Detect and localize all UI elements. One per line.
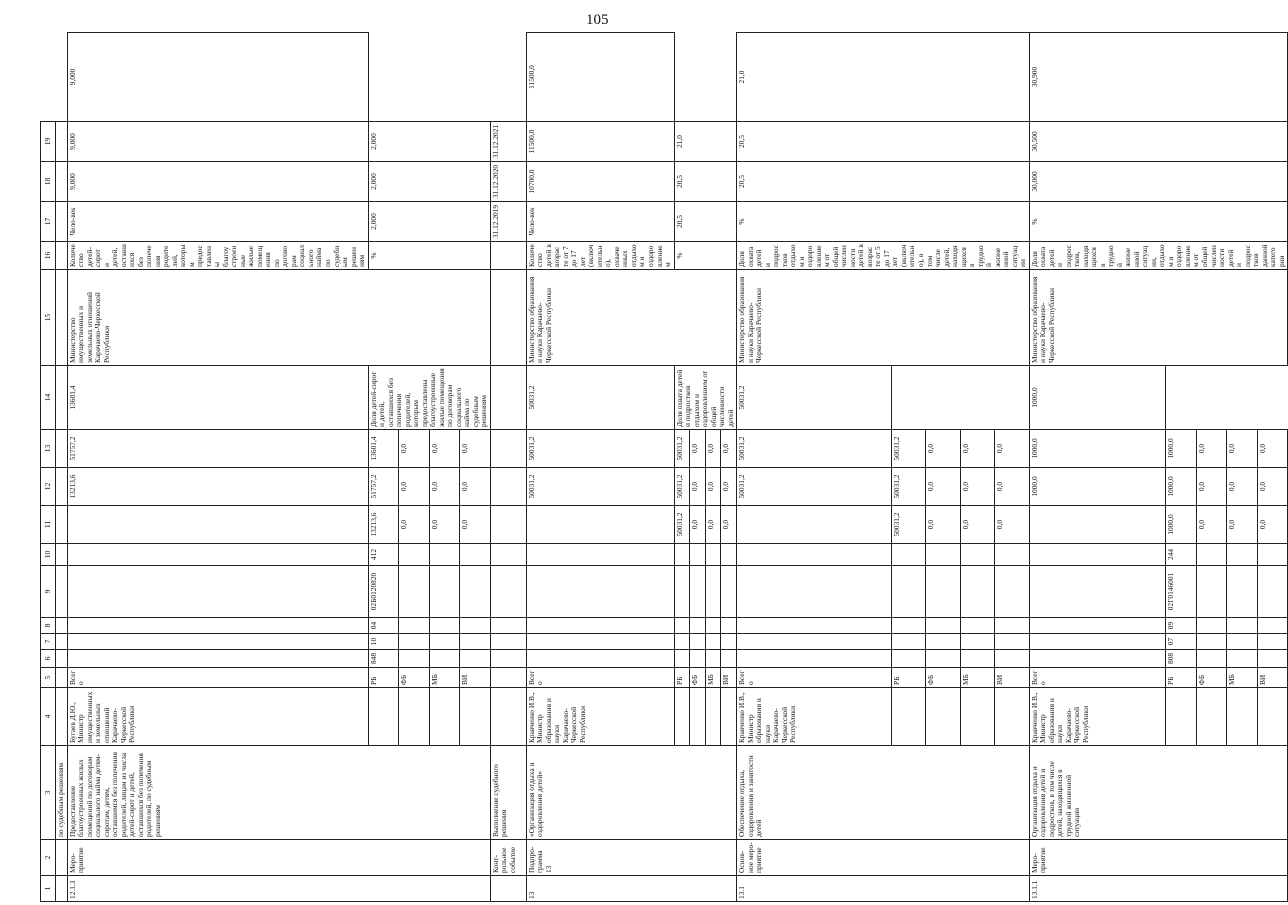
- col-number: 12: [41, 468, 56, 506]
- funding-source: РБ: [368, 668, 399, 688]
- date-2019: 31.12.2019: [490, 202, 526, 242]
- funding-source: МБ: [960, 668, 995, 688]
- indicator-2: Доля охвата детей и подростков отдыхом и оздоровлением от общей численности детей: [674, 366, 737, 430]
- value-2019-b: 20,5: [674, 202, 737, 242]
- amount-2019: 0,0: [460, 506, 491, 544]
- total-value: [1029, 544, 1165, 566]
- amount-2019: 0,0: [1196, 506, 1227, 544]
- code-vr: [399, 544, 430, 566]
- code-rz: [960, 634, 995, 650]
- code-pr: [690, 618, 706, 634]
- unit-2: %: [368, 242, 490, 270]
- code-vr: [926, 544, 961, 566]
- code-rz: [690, 634, 706, 650]
- empty-cell: [995, 688, 1030, 746]
- indicator: Количество детей в возрасте от 7 до 17 лет (включительно), охваченных отдыхом и оздоровлением: [526, 242, 674, 270]
- total-value: [1029, 618, 1165, 634]
- row-type: Конт-рольное событие: [490, 840, 526, 876]
- program-row: [1029, 33, 1165, 902]
- col-number: 7: [41, 634, 56, 650]
- col-number: 8: [41, 618, 56, 634]
- amount-2020: 0,0: [960, 468, 995, 506]
- col-number: 11: [41, 506, 56, 544]
- unit: %: [1029, 202, 1287, 242]
- col-number: 15: [41, 270, 56, 366]
- code-vr: [995, 544, 1030, 566]
- empty-cell: [1166, 688, 1197, 746]
- row-number: 13.1.1: [1029, 876, 1287, 902]
- value-2020-b: 2,000: [368, 162, 490, 202]
- amount-2021: 0,0: [995, 430, 1030, 468]
- total-value: [526, 566, 674, 618]
- total-value: 50031,2: [526, 468, 674, 506]
- amount-2020: 50031,2: [674, 468, 690, 506]
- total-value: [737, 566, 891, 618]
- total-value: 50031,2: [526, 430, 674, 468]
- amount-2020: 0,0: [1257, 468, 1288, 506]
- total-value: [737, 544, 891, 566]
- code-csr: [1257, 566, 1288, 618]
- col-number: 4: [41, 688, 56, 746]
- responsible-person: Бугаев Д.Ю., Министр имущественных и земельных отношений Карачаево-Черкесской Республики: [67, 688, 368, 746]
- funding-source: ВИ: [721, 668, 737, 688]
- total-value: [1029, 566, 1165, 618]
- code-pr: 09: [1166, 618, 1197, 634]
- amount-2020: 0,0: [429, 468, 460, 506]
- amount-2019: 0,0: [1227, 506, 1258, 544]
- code-vr: [960, 544, 995, 566]
- code-rz: [674, 634, 690, 650]
- empty-cell: [721, 688, 737, 746]
- col-number: 16: [41, 242, 56, 270]
- total-value: [67, 506, 368, 544]
- code-pr: [1227, 618, 1258, 634]
- code-grbs: [705, 650, 721, 668]
- total-value: 50031,2: [526, 366, 674, 430]
- col-number: 10: [41, 544, 56, 566]
- code-csr: [705, 566, 721, 618]
- value-2020-b: 20,5: [674, 162, 737, 202]
- total-value: [67, 650, 368, 668]
- col-number: 14: [41, 366, 56, 430]
- code-csr: [460, 566, 491, 618]
- empty-cell: [368, 688, 399, 746]
- empty-cell: [490, 618, 526, 634]
- date-2020: 31.12.2020: [490, 162, 526, 202]
- total-value: 13601,4: [67, 366, 368, 430]
- amount-2021: 0,0: [721, 430, 737, 468]
- amount-2021: 1000,0: [1166, 430, 1197, 468]
- empty-cell: [960, 688, 995, 746]
- amount-2021: 0,0: [960, 430, 995, 468]
- unit: Чело-век: [67, 202, 368, 242]
- amount-2019: 50031,2: [674, 506, 690, 544]
- code-rz: 07: [1166, 634, 1197, 650]
- executor: Министерство образования и науки Карачаево-Черкесской Республики: [526, 270, 736, 366]
- program-row: [526, 33, 674, 902]
- total-value: [526, 650, 674, 668]
- col-number: 18: [41, 162, 56, 202]
- empty-cell: [926, 688, 961, 746]
- empty-cell: [1257, 688, 1288, 746]
- total-value: 13213,6: [67, 468, 368, 506]
- code-pr: [429, 618, 460, 634]
- total-value: [526, 634, 674, 650]
- amount-2019: 0,0: [399, 506, 430, 544]
- amount-2021: 0,0: [429, 430, 460, 468]
- code-csr: [674, 566, 690, 618]
- amount-2019: 1000,0: [1166, 506, 1197, 544]
- code-vr: [690, 544, 706, 566]
- total-value: [526, 618, 674, 634]
- amount-2021: 0,0: [705, 430, 721, 468]
- funding-source: РБ: [891, 668, 926, 688]
- funding-source: ВИ: [1257, 668, 1288, 688]
- empty-cell: [429, 688, 460, 746]
- code-rz: [429, 634, 460, 650]
- funding-source: ВИ: [460, 668, 491, 688]
- indicator-2: Доля детей-сирот и детей, оставшихся без попечения родителей, которым предоставлены благоустроенные жилые помещения по договорам социального найма по судебным решениям: [368, 366, 490, 430]
- amount-2020: 0,0: [1196, 468, 1227, 506]
- amount-2019: 0,0: [690, 506, 706, 544]
- amount-2019: 50031,2: [891, 506, 926, 544]
- empty-cell: [705, 688, 721, 746]
- empty-cell: [490, 544, 526, 566]
- code-vr: [705, 544, 721, 566]
- funding-source: ВИ: [995, 668, 1030, 688]
- code-csr: [891, 566, 926, 618]
- code-csr: [960, 566, 995, 618]
- code-vr: [1227, 544, 1258, 566]
- row-type: Меро-приятие: [67, 840, 490, 876]
- code-rz: [891, 634, 926, 650]
- code-vr: [674, 544, 690, 566]
- funding-source: Всего: [67, 668, 368, 688]
- budget-table: [40, 32, 1288, 902]
- total-value: 1000,0: [1029, 430, 1165, 468]
- code-pr: [995, 618, 1030, 634]
- control-event-row: [490, 33, 526, 902]
- code-grbs: [1196, 650, 1227, 668]
- row-type: Меро-приятие: [1029, 840, 1287, 876]
- indicator: Количество детей-сирот и детей, оставшихся без попечения родителей, которым предоставлены благоустроенные жилые помещения по договорам социального найма по судебным решениям: [67, 242, 368, 270]
- col-number: 9: [41, 566, 56, 618]
- budget-table-sheet: [40, 32, 1286, 902]
- total-value: [67, 566, 368, 618]
- code-csr: [690, 566, 706, 618]
- funding-source: Всего: [737, 668, 891, 688]
- total-value: [1029, 650, 1165, 668]
- code-rz: [926, 634, 961, 650]
- empty-cell: [490, 468, 526, 506]
- value-2021: 21,0: [737, 33, 1030, 122]
- unit: %: [737, 202, 1030, 242]
- total-value: [526, 506, 674, 544]
- funding-source: ФБ: [1196, 668, 1227, 688]
- funding-source: МБ: [429, 668, 460, 688]
- total-value: [737, 634, 891, 650]
- amount-2021: 0,0: [926, 430, 961, 468]
- total-value: [67, 544, 368, 566]
- col-number: 2: [41, 840, 56, 876]
- value-2019: 20,5: [737, 162, 1030, 202]
- continuation-row: [56, 33, 68, 902]
- col-number: 19: [41, 122, 56, 162]
- col-number: 5: [41, 668, 56, 688]
- code-pr: [1196, 618, 1227, 634]
- code-vr: [1257, 544, 1288, 566]
- code-grbs: [1227, 650, 1258, 668]
- funding-source: Всего: [526, 668, 674, 688]
- empty-cell: [1196, 688, 1227, 746]
- value-2020: 9,000: [67, 122, 368, 162]
- code-vr: [1196, 544, 1227, 566]
- funding-source: МБ: [705, 668, 721, 688]
- funding-source: РБ: [1166, 668, 1197, 688]
- empty-cell: [674, 688, 690, 746]
- row-type: Подпро-грамма 13: [526, 840, 736, 876]
- code-vr: 412: [368, 544, 399, 566]
- total-value: [526, 544, 674, 566]
- row-number: 13.1: [737, 876, 1030, 902]
- unit: Чело-век: [526, 202, 674, 242]
- column-number-row: [41, 33, 56, 902]
- code-pr: [891, 618, 926, 634]
- code-grbs: [690, 650, 706, 668]
- executor: Министерство образования и науки Карачаево-Черкесской Республики: [737, 270, 1030, 366]
- value-2021: 9,000: [67, 33, 368, 122]
- total-value: 51757,2: [67, 430, 368, 468]
- amount-2021: 13601,4: [368, 430, 399, 468]
- code-pr: [674, 618, 690, 634]
- funding-source: ФБ: [690, 668, 706, 688]
- funding-source: ФБ: [926, 668, 961, 688]
- amount-2020: 0,0: [926, 468, 961, 506]
- code-csr: [1196, 566, 1227, 618]
- code-grbs: [891, 650, 926, 668]
- value-2020: 20,5: [737, 122, 1030, 162]
- code-grbs: [926, 650, 961, 668]
- code-pr: [1257, 618, 1288, 634]
- value-2020: 30,500: [1029, 122, 1287, 162]
- amount-2021: 0,0: [690, 430, 706, 468]
- total-value: [67, 618, 368, 634]
- row-name: Обеспечение отдыха, оздоровления и занятости детей: [737, 746, 1030, 840]
- value-2021: 30,900: [1029, 33, 1287, 122]
- row-name: Выполнение судебного решения: [490, 746, 526, 840]
- amount-2019: 0,0: [721, 506, 737, 544]
- total-value: [1029, 634, 1165, 650]
- amount-2020: 0,0: [721, 468, 737, 506]
- row-name: Организация отдыха и оздоровления детей и подростков, в том числе детей, находящихся в трудной жизненной ситуации: [1029, 746, 1287, 840]
- total-value: 1000,0: [1029, 468, 1165, 506]
- amount-2020: 0,0: [995, 468, 1030, 506]
- amount-2020: 0,0: [705, 468, 721, 506]
- amount-2021: 0,0: [1227, 430, 1258, 468]
- col-number: 13: [41, 430, 56, 468]
- amount-2019: 13213,6: [368, 506, 399, 544]
- code-rz: [460, 634, 491, 650]
- amount-2019: 0,0: [960, 506, 995, 544]
- indicator: Доля охвата детей и подростков отдыхом и оздоровлением от общей численности детей в возрасте от 5 до 17 лет (включительно), в том числе детей, находящихся в трудной жизненной ситуации: [737, 242, 1030, 270]
- row-number: [490, 876, 526, 902]
- row-name: Предоставление благоустроенных жилых помещений по договорам социального найма детям-сиротам, детям, оставшимся без попечения родителей, лицам из числа детей-сирот и детей, оставшихся без попечения родителей, по судебным решениям: [67, 746, 490, 840]
- executor: Министерство имущественных и земельных отношений Карачаево-Черкесской Республики: [67, 270, 490, 366]
- total-value: 50031,2: [737, 430, 891, 468]
- empty-cell: [490, 430, 526, 468]
- value-2021: 11500,0: [526, 33, 674, 122]
- amount-2021: 0,0: [460, 430, 491, 468]
- total-value: [1029, 506, 1165, 544]
- amount-2019: 0,0: [1257, 506, 1288, 544]
- row-number: 13: [526, 876, 736, 902]
- code-pr: [460, 618, 491, 634]
- amount-2020: 0,0: [399, 468, 430, 506]
- empty-cell: [490, 566, 526, 618]
- empty-cell: [490, 366, 526, 430]
- code-pr: [705, 618, 721, 634]
- total-value: 50031,2: [737, 468, 891, 506]
- total-value: [737, 618, 891, 634]
- code-grbs: [429, 650, 460, 668]
- code-grbs: [674, 650, 690, 668]
- empty-cell: [690, 688, 706, 746]
- amount-2021: 50031,2: [674, 430, 690, 468]
- page-number: 105: [586, 12, 609, 28]
- amount-2019: 0,0: [995, 506, 1030, 544]
- amount-2020: 0,0: [690, 468, 706, 506]
- col-number: 6: [41, 650, 56, 668]
- code-csr: [926, 566, 961, 618]
- code-csr: [1227, 566, 1258, 618]
- empty-cell: [490, 270, 526, 366]
- code-csr: 02Г0146001: [1166, 566, 1197, 618]
- total-value: [737, 506, 891, 544]
- code-grbs: [1257, 650, 1288, 668]
- code-grbs: 848: [368, 650, 399, 668]
- empty-cell: [891, 688, 926, 746]
- executor: Министерство образования и науки Карачаево-Черкесской Республики: [1029, 270, 1287, 366]
- row-type: Основ-ное меро-приятие: [737, 840, 1030, 876]
- amount-2021: 0,0: [399, 430, 430, 468]
- code-pr: [721, 618, 737, 634]
- code-rz: [1227, 634, 1258, 650]
- funding-source: Всего: [1029, 668, 1165, 688]
- empty-cell: [490, 634, 526, 650]
- responsible-person: Кравченко И.В., Министр образования и науки Карачаево-Черкесской Республики: [1029, 688, 1165, 746]
- amount-2020: 51757,2: [368, 468, 399, 506]
- code-grbs: [460, 650, 491, 668]
- total-value: [737, 650, 891, 668]
- program-row: [737, 33, 891, 902]
- code-vr: [891, 544, 926, 566]
- code-rz: [1196, 634, 1227, 650]
- code-grbs: 808: [1166, 650, 1197, 668]
- program-row: [67, 33, 368, 902]
- code-csr: 02Б0120820: [368, 566, 399, 618]
- amount-2020: 0,0: [1227, 468, 1258, 506]
- amount-2020: 1000,0: [1166, 468, 1197, 506]
- value-2019: 9,000: [67, 162, 368, 202]
- code-rz: [399, 634, 430, 650]
- code-pr: 04: [368, 618, 399, 634]
- funding-source: ФБ: [399, 668, 430, 688]
- amount-2019: 0,0: [429, 506, 460, 544]
- code-csr: [399, 566, 430, 618]
- value-2021-b: 2,000: [368, 122, 490, 162]
- value-2019-b: 2,000: [368, 202, 490, 242]
- code-csr: [429, 566, 460, 618]
- value-2021-b: 21,0: [674, 122, 737, 162]
- empty-cell: [1227, 688, 1258, 746]
- total-value: [67, 634, 368, 650]
- empty-cell: [460, 688, 491, 746]
- code-pr: [926, 618, 961, 634]
- value-2019: 30,000: [1029, 162, 1287, 202]
- empty-cell: [490, 242, 526, 270]
- code-vr: [460, 544, 491, 566]
- empty-cell: [490, 650, 526, 668]
- empty-cell: [490, 668, 526, 688]
- code-csr: [721, 566, 737, 618]
- code-grbs: [721, 650, 737, 668]
- value-2019: 10700,0: [526, 162, 674, 202]
- amount-2021: 0,0: [1257, 430, 1288, 468]
- amount-2019: 0,0: [926, 506, 961, 544]
- empty-cell: [490, 688, 526, 746]
- row-number: 12.1.3: [67, 876, 490, 902]
- responsible-person: Кравченко И.В., Министр образования и науки Карачаево-Черкесской Республики: [737, 688, 891, 746]
- code-grbs: [399, 650, 430, 668]
- col-number: 1: [41, 876, 56, 902]
- code-rz: [995, 634, 1030, 650]
- value-2020: 11500,0: [526, 122, 674, 162]
- date-2021: 31.12.2021: [490, 122, 526, 162]
- total-value: 1000,0: [1029, 366, 1165, 430]
- code-vr: 244: [1166, 544, 1197, 566]
- code-grbs: [995, 650, 1030, 668]
- amount-2019: 0,0: [705, 506, 721, 544]
- code-rz: [721, 634, 737, 650]
- code-rz: [705, 634, 721, 650]
- empty-cell: [399, 688, 430, 746]
- amount-2021: 50031,2: [891, 430, 926, 468]
- code-pr: [960, 618, 995, 634]
- col-number: 17: [41, 202, 56, 242]
- code-vr: [429, 544, 460, 566]
- indicator: Доля охвата детей и подростков, находящихся в трудной жизненной ситуации, отдыхом и оздоровлением от общей численности детей и подростков данной категории: [1029, 242, 1287, 270]
- code-pr: [399, 618, 430, 634]
- row-name: «Организация отдыха и оздоровления детей»: [526, 746, 736, 840]
- unit-2: %: [674, 242, 737, 270]
- code-csr: [995, 566, 1030, 618]
- amount-2020: 0,0: [460, 468, 491, 506]
- code-rz: [1257, 634, 1288, 650]
- funding-source: РБ: [674, 668, 690, 688]
- continued-text: по судебным решениям: [56, 746, 68, 840]
- funding-source: МБ: [1227, 668, 1258, 688]
- col-number: 3: [41, 746, 56, 840]
- amount-2021: 0,0: [1196, 430, 1227, 468]
- code-vr: [721, 544, 737, 566]
- code-grbs: [960, 650, 995, 668]
- code-rz: 10: [368, 634, 399, 650]
- total-value: 50031,2: [737, 366, 891, 430]
- responsible-person: Кравченко И.В., Министр образования и науки Карачаево-Черкесской Республики: [526, 688, 674, 746]
- amount-2020: 50031,2: [891, 468, 926, 506]
- empty-cell: [490, 506, 526, 544]
